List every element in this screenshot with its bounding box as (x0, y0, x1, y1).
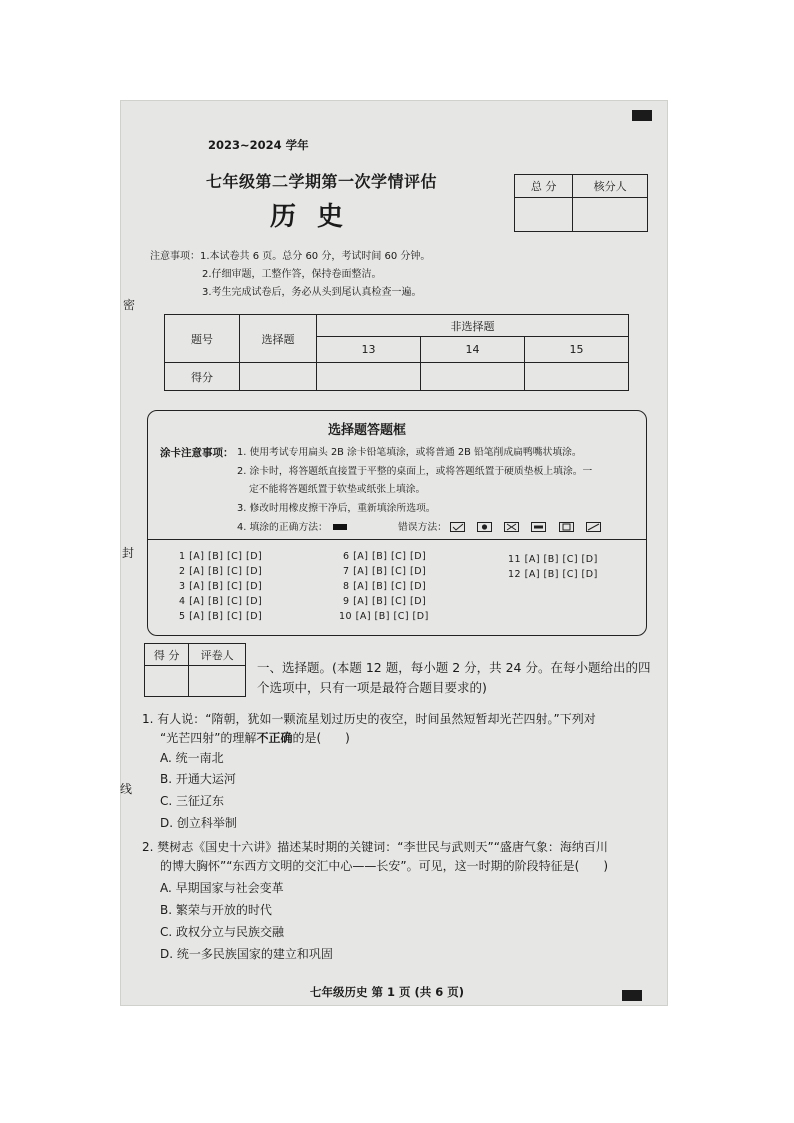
wrong-partial-icon (531, 522, 546, 532)
checker-cell[interactable] (573, 198, 648, 232)
page-footer: 七年级历史 第 1 页 (共 6 页) (310, 985, 465, 999)
bubble-row-9[interactable]: 9 [A] [B] [C] [D] (343, 596, 427, 607)
wrong-bracket-icon (559, 522, 574, 532)
q2-option-d[interactable]: D. 统一多民族国家的建立和巩固 (160, 947, 333, 961)
wrong-slash-icon (586, 522, 601, 532)
wrong-method-label: 错误方法： (398, 522, 447, 533)
wrong-check-icon (450, 522, 465, 532)
section1-line1 (257, 660, 650, 676)
q1-line1: 1. 有人说：“隋朝，犹如一颗流星划过历史的夜空，时间虽然短暂却光芒四射。”下列对 (142, 712, 596, 726)
total-score-box (514, 174, 648, 232)
choice-section-label: 选择题 (240, 315, 317, 363)
grader-score-label: 得 分 (145, 644, 189, 666)
total-score-cell[interactable] (515, 198, 573, 232)
bubble-row-3[interactable]: 3 [A] [B] [C] [D] (179, 581, 263, 592)
total-score-label: 总 分 (515, 175, 573, 198)
notice-prefix: 注意事项： (150, 251, 200, 262)
bubble-row-10[interactable]: 10 [A] [B] [C] [D] (339, 611, 429, 622)
q1-option-a[interactable]: A. 统一南北 (160, 751, 224, 765)
q1-option-c[interactable]: C. 三征辽东 (160, 794, 225, 808)
bubble-row-11[interactable]: 11 [A] [B] [C] [D] (508, 554, 598, 565)
question-13-label: 13 (317, 337, 421, 363)
score-cell-14[interactable] (421, 363, 525, 391)
q1-line2 (160, 731, 350, 746)
q2-option-c[interactable]: C. 政权分立与民族交融 (160, 925, 285, 939)
rule-2: 2. 涂卡时，将答题纸直接置于平整的桌面上，或将答题纸置于硬质垫板上填涂。一 (237, 466, 593, 477)
bubble-row-2[interactable]: 2 [A] [B] [C] [D] (179, 566, 263, 577)
q1-emphasis: 不正确 (256, 731, 293, 745)
question-no-label: 题号 (165, 315, 240, 363)
bubble-row-5[interactable]: 5 [A] [B] [C] [D] (179, 611, 263, 622)
grader-score-cell[interactable] (145, 666, 189, 697)
section1-text: 一、选择题。(本题 12 题，每小题 2 分，共 24 分。在每小题给出的四 (257, 660, 651, 675)
question-14-label: 14 (421, 337, 525, 363)
tu-card-label: 涂卡注意事项： (160, 447, 234, 459)
q1-line2-c: 的是( ) (292, 731, 350, 745)
seal-label-xian: 线 (120, 782, 133, 796)
q1-option-b[interactable]: B. 开通大运河 (160, 772, 236, 786)
wrong-cross-icon (504, 522, 519, 532)
wrong-dot-icon (477, 522, 492, 532)
rule-1: 1. 使用考试专用扁头 2B 涂卡铅笔填涂，或将普通 2B 铅笔削成扁鸭嘴状填涂。 (237, 447, 582, 458)
bubble-row-6[interactable]: 6 [A] [B] [C] [D] (343, 551, 427, 562)
q2-line1: 2. 樊树志《国史十六讲》描述某时期的关键词：“李世民与武则天”“盛唐气象：海纳百川 (142, 840, 608, 854)
wrong-methods (398, 521, 610, 535)
registration-mark-top (632, 110, 652, 121)
nonchoice-section-label: 非选择题 (317, 315, 629, 337)
seal-label-feng: 封 (122, 546, 135, 560)
exam-paper (120, 100, 668, 1006)
bubble-row-12[interactable]: 12 [A] [B] [C] [D] (508, 569, 598, 580)
checker-label: 核分人 (573, 175, 648, 198)
rule-3: 3. 修改时用橡皮擦干净后，重新填涂所选项。 (237, 503, 436, 514)
seal-label-mi: 密 (123, 298, 136, 312)
school-year: 2023~2024 学年 (208, 138, 309, 152)
score-cell-15[interactable] (525, 363, 629, 391)
q2-option-a[interactable]: A. 早期国家与社会变革 (160, 881, 284, 895)
score-row-label: 得分 (165, 363, 240, 391)
notice-item-2: 2.仔细审题，工整作答，保持卷面整洁。 (202, 269, 382, 280)
q2-line2: 的博大胸怀”“东西方文明的交汇中心——长安”。可见，这一时期的阶段特征是( ) (160, 859, 609, 873)
bubble-row-4[interactable]: 4 [A] [B] [C] [D] (179, 596, 263, 607)
rule-2-cont: 定不能将答题纸置于软垫或纸张上填涂。 (249, 484, 426, 495)
section1-line2: 个选项中，只有一项是最符合题目要求的) (257, 680, 487, 695)
registration-mark-bottom (622, 990, 642, 1001)
subject-title: 历 史 (270, 202, 350, 232)
bubble-row-8[interactable]: 8 [A] [B] [C] [D] (343, 581, 427, 592)
score-cell-13[interactable] (317, 363, 421, 391)
bubble-row-7[interactable]: 7 [A] [B] [C] [D] (343, 566, 427, 577)
answer-box-title: 选择题答题框 (328, 423, 407, 438)
q1-line2-a: “光芒四射”的理解 (160, 731, 257, 745)
q2-option-b[interactable]: B. 繁荣与开放的时代 (160, 903, 272, 917)
question-15-label: 15 (525, 337, 629, 363)
grader-box (144, 643, 246, 697)
q1-option-d[interactable]: D. 创立科举制 (160, 816, 237, 830)
correct-fill-icon (333, 524, 347, 530)
exam-title: 七年级第二学期第一次学情评估 (206, 172, 438, 191)
notice-item-3: 3.考生完成试卷后，务必从头到尾认真检查一遍。 (202, 287, 422, 298)
notice-item-1: 1.本试卷共 6 页。总分 60 分，考试时间 60 分钟。 (200, 251, 431, 262)
grader-name-cell[interactable] (189, 666, 246, 697)
rule-4 (237, 521, 347, 535)
answer-box (147, 410, 647, 636)
answer-box-divider (148, 539, 646, 540)
notice-line-1 (150, 250, 430, 264)
score-table (164, 314, 629, 391)
correct-method-label: 4. 填涂的正确方法： (237, 522, 328, 533)
bubble-row-1[interactable]: 1 [A] [B] [C] [D] (179, 551, 263, 562)
grader-name-label: 评卷人 (189, 644, 246, 666)
score-cell-choice[interactable] (240, 363, 317, 391)
